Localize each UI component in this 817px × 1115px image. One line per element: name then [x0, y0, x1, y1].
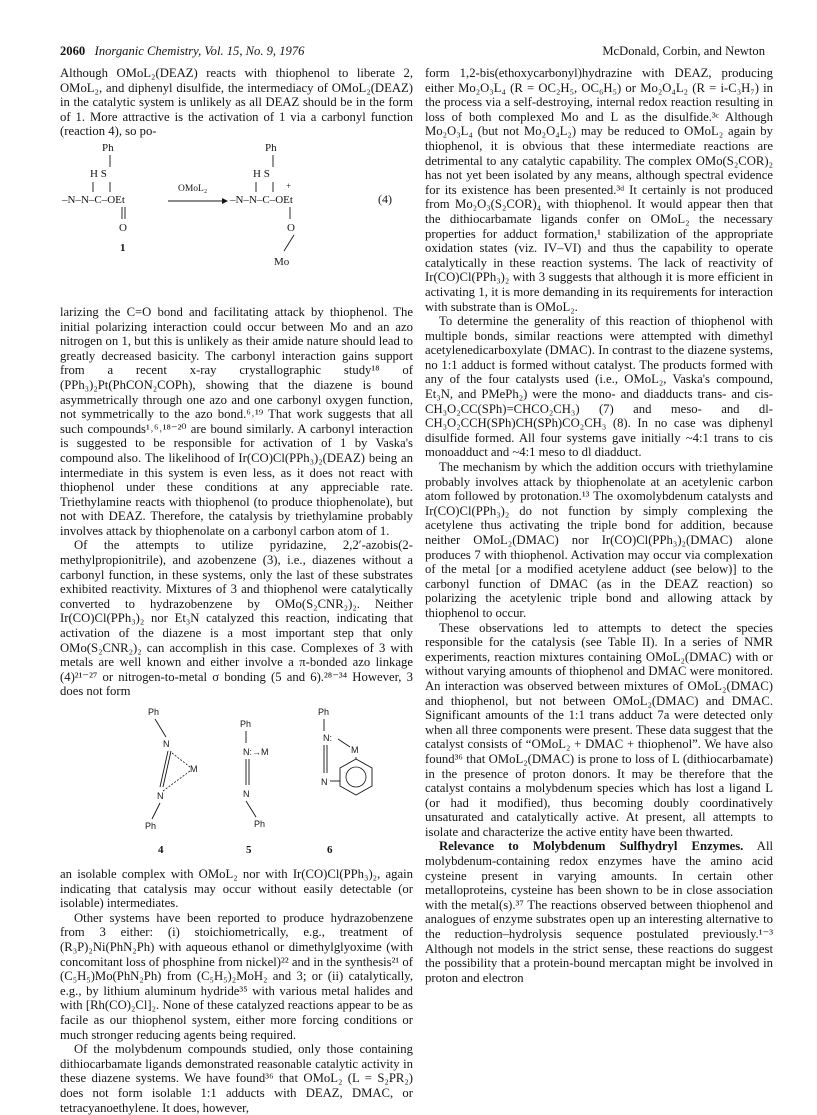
- paragraph: To determine the generality of this reaction of thiophenol with multiple bonds, similar reactions were attempted with dimethyl acetylenedicarboxylate (DMAC). In contrast to the diazene systems, no 1:1 adduct is formed without catalyst. The products formed with any of the four catalysts used (i.e., OMoL₂, Vaska's compound, Et₃N, and PMePh₂) were the mono- and diadducts trans- and cis-CH₃O₂CC(SPh)=CHCO₂CH₃) (7) and meso- and dl-CH₃O₂CCH(SPh)CH(SPh)CO₂CH₃ (8). In no case was diphenyl disulfide formed. All four systems gave initially ~4:1 trans to cis monoadduct and ~4:1 meso to dl diadduct.: [425, 314, 773, 460]
- paragraph: Of the attempts to utilize pyridazine, 2,2′-azobis(2-methylpropionitrile), and azobenzene (3), i.e., diazenes without a carbonyl function, in these systems, only the last of these substrates exhibited reactivity. Mixtures of 3 and thiophenol were catalytically converted to hydrazobenzene by OMo(S₂CNR₂)₂. Neither Ir(CO)Cl(PPh₃)₂ nor Et₃N catalyzed this reaction, indicating that activation of the diazene is a most important step that only OMo(S₂CNR₂)₂ can accomplish in this case. Complexes of 3 with metals are well known and either involve a π-bonded azo linkage (4)²¹⁻²⁷ or nitrogen-to-metal σ bonding (5 and 6).²⁸⁻³⁴ However, 3 does not form: [60, 538, 413, 699]
- structures-4-5-6: [60, 705, 413, 863]
- equation-number: (4): [378, 191, 392, 206]
- nitrogen-label: N: [163, 739, 170, 749]
- molybdenum-label: Mo: [274, 255, 290, 268]
- right-column: [425, 66, 773, 985]
- h-s-label: H S: [253, 167, 270, 180]
- reaction-scheme-4: [60, 141, 413, 301]
- running-header: [60, 42, 765, 60]
- page-number: 2060: [60, 44, 86, 58]
- phenyl-label: Ph: [318, 707, 330, 717]
- left-column: [60, 66, 413, 1115]
- journal-citation: Inorganic Chemistry, Vol. 15, No. 9, 1976: [94, 44, 305, 58]
- compound-label-6: 6: [327, 844, 333, 856]
- metal-label: M: [351, 745, 359, 755]
- hydrazine-chain: –N–N–C–OEt: [62, 193, 125, 206]
- paragraph-text: All molybdenum-containing redox enzymes have the amino acid cysteine present in varying amounts. In certain other metalloproteins, cysteine has been shown to be in close association with the metal(s).³⁷ The reactions observed between thiophenol and analogues of enzyme substrates open up an interesting alternative to the reduction–hydrolysis sequence postulated previously.¹⁻³ Although not models in the strict sense, these reactions do suggest the possibility that a protein-bound mercaptan might be involved in proton and electron: [425, 839, 773, 985]
- paragraph: Although OMoL₂(DEAZ) reacts with thiophenol to liberate 2, OMoL₂, and diphenyl disulfide, the intermediacy of OMoL₂(DEAZ) in the catalytic system is unlikely as all DEAZ should be in the form of 1. More attractive is the activation of 1 via a carbonyl function (reaction 4), so po-: [60, 66, 413, 139]
- phenyl-label: Ph: [254, 819, 266, 829]
- phenyl-label: Ph: [265, 141, 277, 154]
- phenyl-label: Ph: [240, 719, 252, 729]
- compound-label-1: 1: [120, 241, 126, 254]
- hydrazine-chain: –N–N–C–OEt: [230, 193, 293, 206]
- paragraph: larizing the C=O bond and facilitating attack by thiophenol. The initial polarizing interaction could occur between Mo and an azo nitrogen on 1, but this is unlikely as their amide nature should lead to greatly decreased basicity. The carbonyl interaction gains support from a recent x-ray crystallographic study¹⁸ of (PPh₃)₂Pt(PhCON₂COPh), showing that the diazene is bound asymmetrically through one azo and one carbonyl oxygen function, not symmetrically to the azo bond.⁶˒¹⁹ That work suggests that all such compounds¹˒⁶˒¹⁸⁻²⁰ are bound similarly. A carbonyl interaction is suggested to be responsible for activation of 1 by Vaska's compound also. The likelihood of Ir(CO)Cl(PPh₃)₂(DEAZ) being an intermediate in this system is even less, as it does not react with thiophenol under these conditions at any appreciable rate. Triethylamine reacts with thiophenol (to produce thiophenolate), but not with DEAZ. Therefore, the catalysis by triethylamine probably involves attack by thiophenolate on a carbonyl carbon atom of 1.: [60, 304, 413, 538]
- section-heading: Relevance to Molybdenum Sulfhydryl Enzymes.: [439, 839, 744, 854]
- metal-label: M: [190, 764, 198, 774]
- h-s-label: H S: [90, 167, 107, 180]
- positive-charge: +: [286, 180, 292, 191]
- paragraph: form 1,2-bis(ethoxycarbonyl)hydrazine with DEAZ, producing either Mo₂O₃L₄ (R = OC₂H₅, OC₆H₅) or Mo₂O₄L₂ (R = i-C₃H₇) in the process via a self-destroying, internal redox reaction resulting in loss of both complexed Mo and L as the disulfide.³ᶜ Although Mo₂O₃L₄ (but not Mo₂O₄L₂) may be reduced to OMoL₂ again by thiophenol, it is obvious that these intermediate reactions are detrimental to any catalytic capability. The complex OMo(S₂COR)₂ has not yet been isolated by any means, although spectral evidence for its existence has been presented.³ᵈ It certainly is not produced from Mo₂O₃(S₂COR)₄ with thiophenol. It would appear then that the dithiocarbamate ligands confer on OMoL₂ the necessary properties for adduct formation,¹ stabilization of the appropriate oxidation states (viz. IV–VI) and thus the capability to operate catalytically in these reaction systems. The lack of reactivity of Ir(CO)Cl(PPh₃)₂ with 3 suggests that although it is more efficient in activating 1, it is more demanding in its requirements for interaction with substrate than is OMoL₂.: [425, 66, 773, 314]
- nitrogen-label: N: [157, 791, 164, 801]
- carbonyl-oxygen: O: [287, 221, 295, 234]
- section-paragraph: [425, 839, 773, 985]
- reaction-4-drawing: [60, 141, 413, 301]
- azo-complex-structures: [60, 705, 413, 863]
- nitrogen-label: N: [243, 789, 250, 799]
- phenyl-label: Ph: [102, 141, 114, 154]
- header-authors: McDonald, Corbin, and Newton: [602, 44, 765, 58]
- paragraph: Other systems have been reported to produce hydrazobenzene from 3 either: (i) stoichiometrically, e.g., treatment of (R₃P)₂Ni(PhN₂Ph) with aqueous ethanol or dimethylglyoxime (with concomitant loss of phosphine from nickel)²² and in the synthesis²¹ of (C₅H₅)Mo(PhN₂Ph) from (C₅H₅)₂MoH₂ and 3; or (ii) catalytically, e.g., by lithium aluminum hydride³⁵ with various metal halides and with [Rh(CO)₂Cl]₂. None of these catalyzed reactions appear to be as facile as our thiophenol system, either more forcing conditions or much stronger reducing agents being required.: [60, 910, 413, 1042]
- nitrogen-colon-label: N:: [323, 733, 332, 743]
- compound-label-5: 5: [246, 844, 252, 856]
- phenyl-label: Ph: [145, 821, 157, 831]
- paragraph: The mechanism by which the addition occurs with triethylamine probably involves attack by thiophenolate at an acetylenic carbon atom followed by protonation.¹³ The oxomolybdenum catalysts and Ir(CO)Cl(PPh₃)₂ do not function by simply complexing the acetylene thus activating the triple bond for addition, because neither OMoL₂(DMAC) nor Ir(CO)Cl(PPh₃)₂(DMAC) alone produces 7 with thiophenol. Activation may occur via complexation of the metal [or a modified acetylene adduct (see below)] to the carbonyl function of DMAC (as in the DEAZ reaction) so polarizing the acetylenic triple bond and allowing attack by thiophenol to occur.: [425, 460, 773, 620]
- n-to-metal-bond: N:→M: [243, 747, 269, 757]
- carbonyl-oxygen: O: [119, 221, 127, 234]
- compound-label-4: 4: [158, 844, 164, 856]
- reagent-label: OMoL₂: [178, 183, 208, 194]
- paragraph: These observations led to attempts to detect the species responsible for the catalysis (see Table II). In a series of NMR experiments, reaction mixtures containing OMoL₂(DMAC) with or without varying amounts of thiophenol and DMAC were monitored. An interaction was observed between mixtures of OMoL₂(DMAC) and thiophenol, but not between OMoL₂(DMAC) and DMAC. Significant amounts of the 1:1 trans adduct 7a were detected only when all three components were present. These data suggest that the catalyst consists of “OMoL₂ + DMAC + thiophenol”. We have also found³⁶ that OMoL₂(DMAC) is prone to loss of L (dithiocarbamate) in the presence of proton donors. It may be therefore that the catalyst contains a molybdenum species which has lost a ligand L (or had it modified), thus becoming doubly coordinatively unsaturated and catalytically active. At present, all attempts to isolate and characterize the active entity have been thwarted.: [425, 620, 773, 839]
- phenyl-label: Ph: [148, 707, 160, 717]
- paragraph: an isolable complex with OMoL₂ nor with Ir(CO)Cl(PPh₃)₂, again indicating that catalysis may occur without easily detectable (or isolable) intermediates.: [60, 867, 413, 911]
- paragraph: Of the molybdenum compounds studied, only those containing dithiocarbamate ligands demonstrated reasonable catalytic activity in these diazene systems. We have found³⁶ that OMoL₂ (L = S₂PR₂) does not form isolable 1:1 adducts with DEAZ, DMAC, or tetracyanoethylene. It does, however,: [60, 1042, 413, 1115]
- nitrogen-label: N: [321, 777, 328, 787]
